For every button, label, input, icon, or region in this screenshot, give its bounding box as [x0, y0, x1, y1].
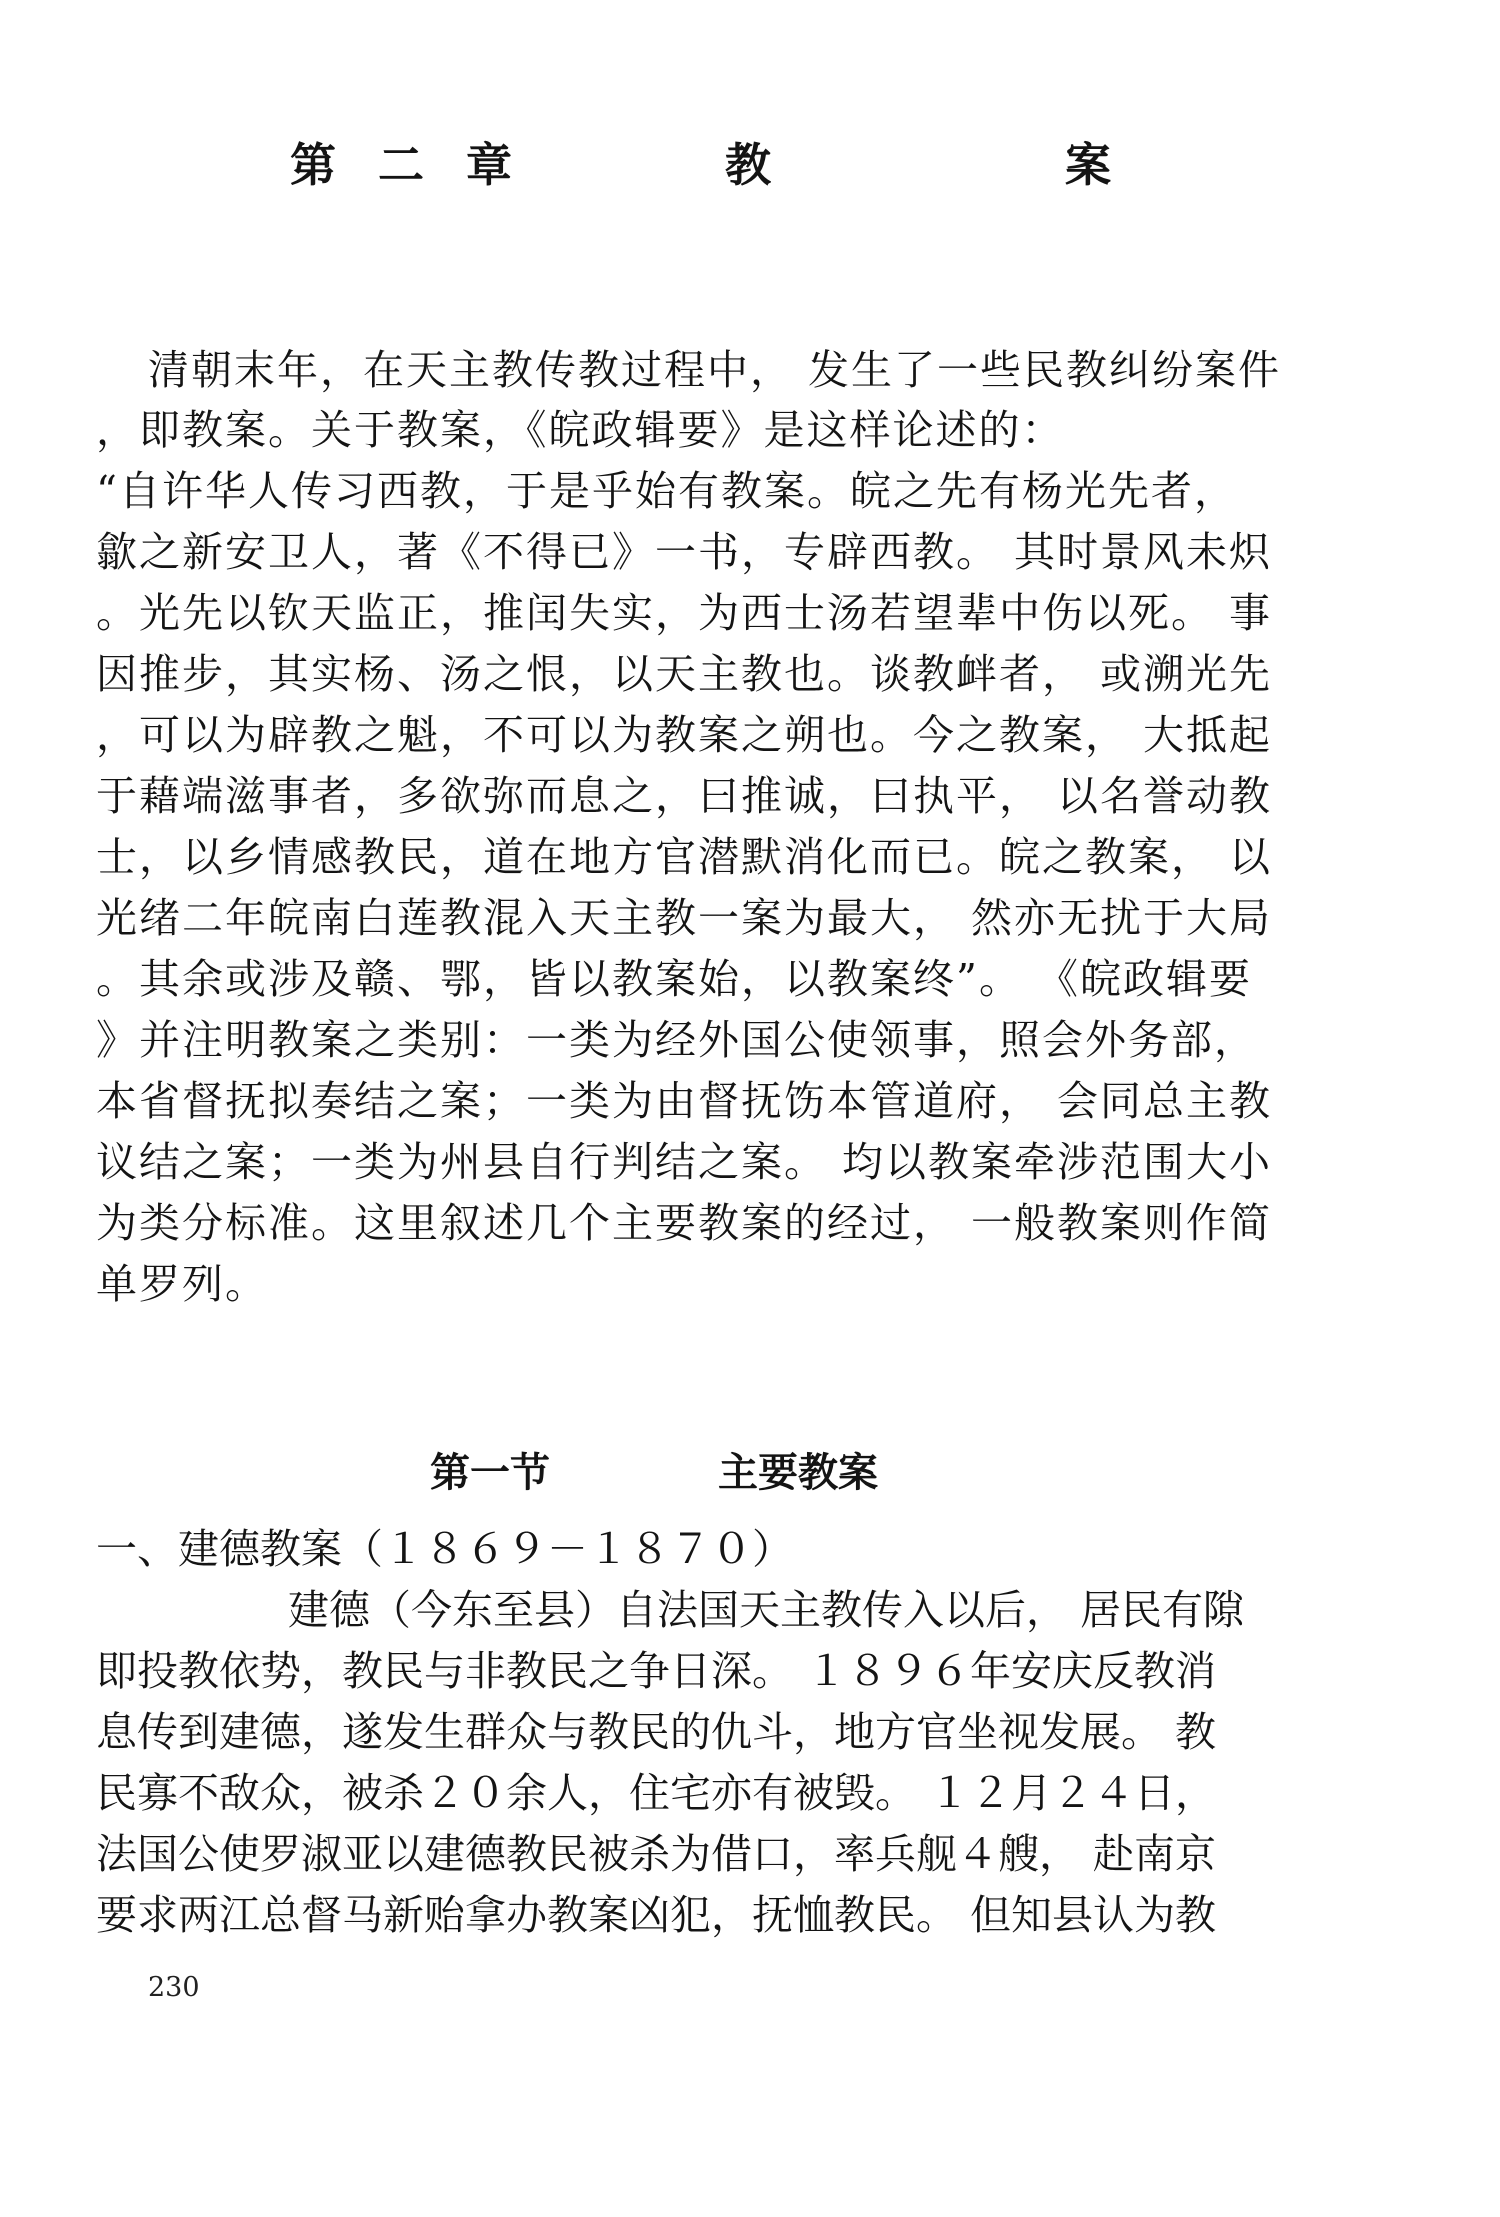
- text-line: 即投教依势，教民与非教民之争日深。 １８９６年安庆反教消: [96, 1647, 1217, 1695]
- text-line: 法国公使罗淑亚以建德教民被杀为借口，率兵舰４艘， 赴南京: [96, 1830, 1217, 1878]
- text-line: “自许华人传习西教，于是乎始有教案。皖之先有杨光先者，: [96, 467, 1237, 515]
- text-line: 本省督抚拟奏结之案；一类为由督抚饬本管道府， 会同总主教: [96, 1077, 1273, 1125]
- text-line: 士，以乡情感教民，道在地方官潜默消化而已。皖之教案， 以: [96, 833, 1273, 881]
- section-label: 第一节: [430, 1450, 550, 1496]
- text-line: 于藉端滋事者，多欲弥而息之，曰推诚，曰执平， 以名誉动教: [96, 772, 1273, 820]
- text-line: 息传到建德，遂发生群众与教民的仇斗，地方官坐视发展。 教: [96, 1708, 1217, 1756]
- text-line: 要求两江总督马新贻拿办教案凶犯，抚恤教民。 但知县认为教: [96, 1891, 1217, 1939]
- text-line: 歙之新安卫人，著《不得已》一书，专辟西教。 其时景风未炽: [96, 528, 1273, 576]
- page-number: 230: [148, 1972, 200, 2003]
- section-name: 主要教案: [718, 1450, 878, 1496]
- chapter-title-word-2: 案: [1065, 138, 1111, 192]
- text-line: 为类分标准。这里叙述几个主要教案的经过， 一般教案则作简: [96, 1199, 1273, 1247]
- text-line: 光绪二年皖南白莲教混入天主教一案为最大， 然亦无扰于大局: [96, 894, 1273, 942]
- text-line: 议结之案；一类为州县自行判结之案。 均以教案牵涉范围大小: [96, 1138, 1273, 1186]
- text-line: 。光先以钦天监正，推闰失实，为西士汤若望辈中伤以死。 事: [96, 589, 1273, 637]
- text-line: 》并注明教案之类别：一类为经外国公使领事，照会外务部，: [96, 1016, 1257, 1064]
- text-line: 单罗列。: [96, 1260, 268, 1308]
- chapter-title: [0, 135, 1500, 195]
- chapter-label: 第二章: [290, 138, 554, 192]
- text-line: 建德（今东至县）自法国天主教传入以后， 居民有隙: [288, 1586, 1245, 1634]
- chapter-title-word-1: 教: [725, 138, 771, 192]
- text-line: ，可以为辟教之魁，不可以为教案之朔也。今之教案， 大抵起: [96, 711, 1273, 759]
- text-line: 。其余或涉及赣、鄂，皆以教案始，以教案终”。 《皖政辑要: [96, 955, 1252, 1003]
- text-line: 因推步，其实杨、汤之恨，以天主教也。谈教衅者， 或溯光先: [96, 650, 1273, 698]
- section-title: [0, 1443, 1500, 1503]
- text-line: ，即教案。关于教案，《皖政辑要》是这样论述的：: [96, 406, 1065, 454]
- text-line: 民寡不敌众，被杀２０余人，住宅亦有被毁。 １２月２４日，: [96, 1769, 1217, 1817]
- text-line: 清朝末年，在天主教传教过程中， 发生了一些民教纠纷案件: [148, 346, 1282, 394]
- subsection-heading: 一、建德教案（１８６９－１８７０）: [96, 1525, 793, 1573]
